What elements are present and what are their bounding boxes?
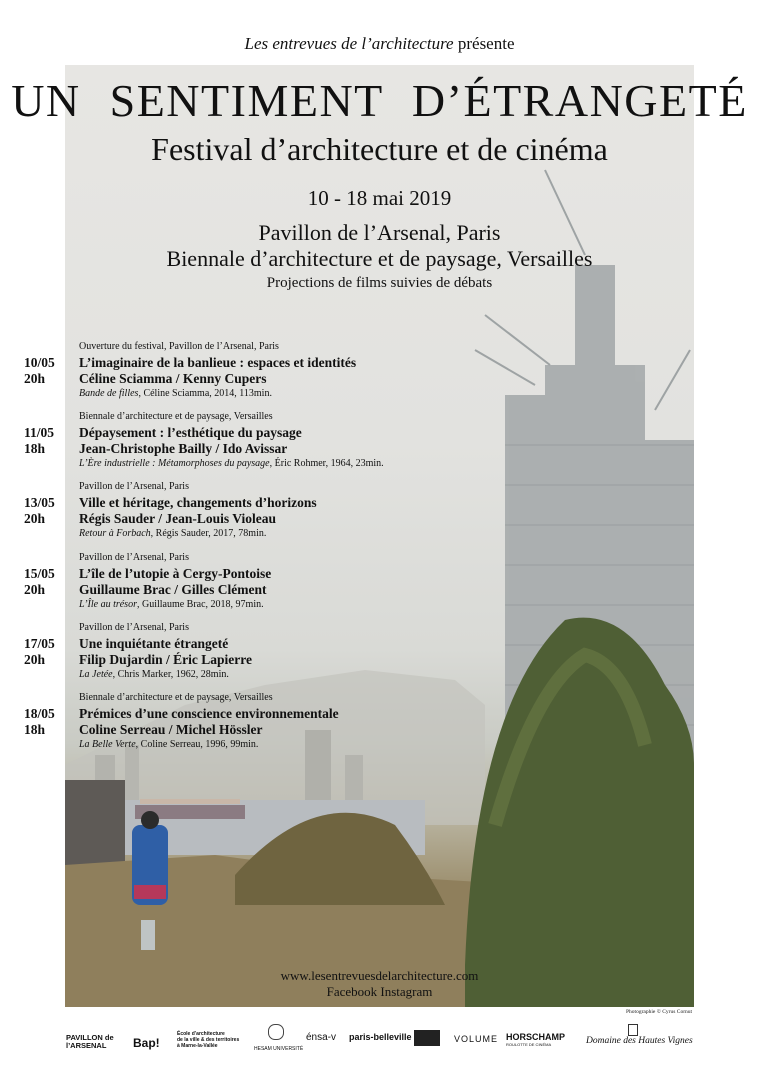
photo-credit: Photographie © Cyrus Cornut bbox=[626, 1009, 693, 1015]
partner-logos bbox=[64, 1028, 704, 1058]
event-title: L’île de l’utopie à Cergy-Pontoise bbox=[79, 566, 272, 581]
event-time: 20h bbox=[24, 511, 46, 526]
event-time: 18h bbox=[24, 441, 46, 456]
event-time: 20h bbox=[24, 652, 46, 667]
event-date: 15/05 bbox=[24, 566, 55, 581]
website-link[interactable]: www.lesentrevuesdelarchitecture.com bbox=[280, 968, 479, 983]
logo-hesam bbox=[254, 1024, 303, 1052]
film-title: L’Île au trésor bbox=[79, 599, 137, 610]
logo-paris-belleville: paris-belleville bbox=[349, 1032, 412, 1042]
event-location: Biennale d’architecture et de paysage, Versailles bbox=[79, 411, 273, 422]
logo-bap: Bap! bbox=[133, 1036, 160, 1050]
logo-ecole-line2: de la ville & des territoires bbox=[177, 1037, 240, 1043]
presenter-line bbox=[0, 34, 759, 54]
projections-note: Projections de films suivies de débats bbox=[266, 275, 493, 291]
film-details: , Céline Sciamma, 2014, 113min. bbox=[138, 388, 272, 399]
logo-horschamp bbox=[506, 1032, 565, 1047]
film-title: Retour à Forbach bbox=[79, 528, 151, 539]
event-title: Prémices d’une conscience environnementale bbox=[79, 706, 339, 721]
event-date: 10/05 bbox=[24, 355, 55, 370]
film-title: La Jetée bbox=[79, 669, 113, 680]
film-title: Bande de filles bbox=[79, 388, 139, 399]
event-film bbox=[79, 739, 258, 750]
event-location: Pavillon de l’Arsenal, Paris bbox=[79, 552, 189, 563]
logo-volume: VOLUME bbox=[454, 1034, 499, 1044]
venue-versailles: Biennale d’architecture et de paysage, Versailles bbox=[166, 246, 593, 271]
event-title: L’imaginaire de la banlieue : espaces et identités bbox=[79, 355, 357, 370]
logo-horschamp-sub: ROULOTTE DE CINÉMA bbox=[506, 1042, 552, 1047]
logo-ecole-architecture bbox=[177, 1031, 239, 1049]
event-film bbox=[79, 599, 264, 610]
film-title: L’Ère industrielle : Métamorphoses du paysage bbox=[79, 458, 270, 469]
film-details: , Éric Rohmer, 1964, 23min. bbox=[269, 458, 384, 469]
logo-pavillon-arsenal bbox=[66, 1034, 114, 1050]
event-speakers: Coline Serreau / Michel Hössler bbox=[79, 722, 263, 737]
logo-arsenal-line1: PAVILLON de bbox=[66, 1033, 114, 1042]
poster-subtitle: Festival d’architecture et de cinéma bbox=[151, 131, 608, 167]
film-details: , Chris Marker, 1962, 28min. bbox=[112, 669, 229, 680]
presenter-name: Les entrevues de l’architecture bbox=[244, 34, 454, 53]
event-speakers: Jean-Christophe Bailly / Ido Avissar bbox=[79, 441, 288, 456]
logo-hesam-text: HESAM UNIVERSITÉ bbox=[254, 1046, 304, 1052]
event-title: Dépaysement : l’esthétique du paysage bbox=[79, 425, 302, 440]
film-title: La Belle Verte bbox=[79, 739, 136, 750]
event-speakers: Guillaume Brac / Gilles Clément bbox=[79, 582, 267, 597]
event-film bbox=[79, 388, 272, 399]
film-details: , Régis Sauder, 2017, 78min. bbox=[150, 528, 267, 539]
logo-ensav: énsa-v bbox=[306, 1032, 337, 1043]
event-location: Ouverture du festival, Pavillon de l’Arsenal, Paris bbox=[79, 341, 279, 352]
logo-hautes-vignes-text: Domaine des Hautes Vignes bbox=[586, 1036, 693, 1046]
logo-arsenal-line2: l’ARSENAL bbox=[66, 1041, 107, 1050]
event-speakers: Régis Sauder / Jean-Louis Violeau bbox=[79, 511, 277, 526]
event-speakers: Filip Dujardin / Éric Lapierre bbox=[79, 652, 252, 667]
event-time: 18h bbox=[24, 722, 46, 737]
event-date: 13/05 bbox=[24, 495, 55, 510]
hesam-emblem-icon bbox=[268, 1024, 284, 1040]
event-film bbox=[79, 458, 384, 469]
event-location: Pavillon de l’Arsenal, Paris bbox=[79, 622, 189, 633]
film-details: , Guillaume Brac, 2018, 97min. bbox=[136, 599, 264, 610]
event-film bbox=[79, 669, 229, 680]
poster-title: UN SENTIMENT D’ÉTRANGETÉ bbox=[11, 75, 748, 126]
event-time: 20h bbox=[24, 582, 46, 597]
event-location: Biennale d’architecture et de paysage, Versailles bbox=[79, 692, 273, 703]
film-details: , Coline Serreau, 1996, 99min. bbox=[135, 739, 259, 750]
event-date: 18/05 bbox=[24, 706, 55, 721]
presente-word: présente bbox=[453, 34, 515, 53]
logo-hautes-vignes bbox=[586, 1024, 693, 1046]
logo-ecole-line3: à Marne-la-Vallée bbox=[177, 1043, 218, 1049]
event-title: Ville et héritage, changements d’horizons bbox=[79, 495, 317, 510]
event-film bbox=[79, 528, 266, 539]
event-title: Une inquiétante étrangeté bbox=[79, 636, 229, 651]
logo-ecole-line1: École d’architecture bbox=[177, 1031, 225, 1037]
event-location: Pavillon de l’Arsenal, Paris bbox=[79, 481, 189, 492]
event-date: 17/05 bbox=[24, 636, 55, 651]
festival-dates: 10 - 18 mai 2019 bbox=[307, 186, 452, 210]
event-time: 20h bbox=[24, 371, 46, 386]
logo-horschamp-text: HORSCHAMP bbox=[506, 1032, 566, 1042]
venue-paris: Pavillon de l’Arsenal, Paris bbox=[258, 220, 501, 245]
event-date: 11/05 bbox=[24, 425, 55, 440]
social-links[interactable]: Facebook Instagram bbox=[326, 984, 433, 999]
event-speakers: Céline Sciamma / Kenny Cupers bbox=[79, 371, 267, 386]
logo-block-icon bbox=[414, 1030, 440, 1046]
crest-icon bbox=[628, 1024, 638, 1036]
